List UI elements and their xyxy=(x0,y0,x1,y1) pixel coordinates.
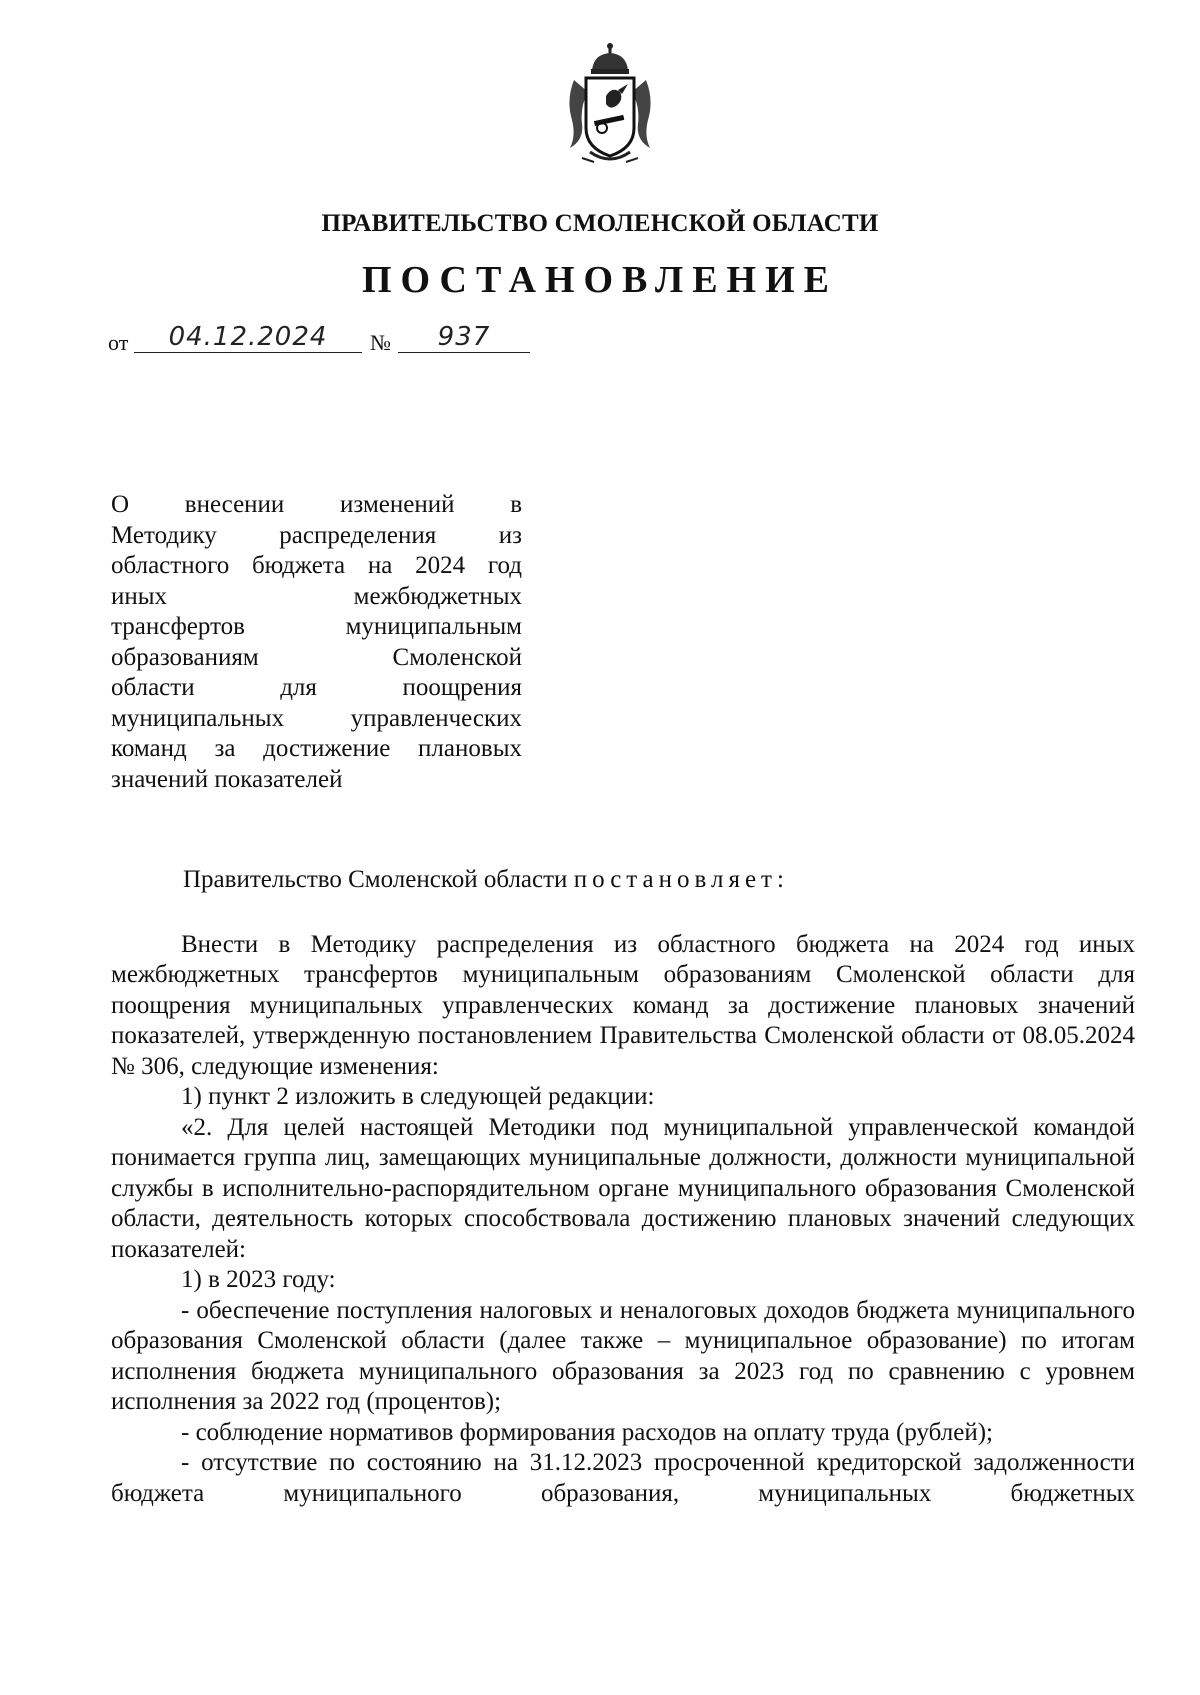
date-value-handwritten: 04.12.2024 xyxy=(134,322,362,353)
body-paragraph: 1) пункт 2 изложить в следующей редакции: xyxy=(181,1083,655,1110)
title-line: областного бюджета на 2024 год xyxy=(111,552,522,579)
body-paragraph: 1) в 2023 году: xyxy=(181,1266,336,1293)
document-date-number-line xyxy=(108,322,528,362)
body-paragraph: Внести в Методику распределения из областного бюджета на 2024 год иных межбюджетных трансфертов муниципальным образованиям Смоленской области для поощрения муниципальных управленческих команд за достижение плановых значений показателей, утвержденную постановлением Правительства Смоленской области от 08.05.2024 № 306, следующие изменения: xyxy=(111,930,1135,1080)
document-body xyxy=(111,865,1135,1509)
organization-name: ПРАВИТЕЛЬСТВО СМОЛЕНСКОЙ ОБЛАСТИ xyxy=(321,210,879,237)
title-line: Методику распределения из xyxy=(111,521,522,549)
preamble-spaced-verb: постановляет: xyxy=(573,866,789,893)
date-label: от xyxy=(108,330,129,355)
title-line: иных межбюджетных xyxy=(111,582,522,610)
coat-of-arms-icon xyxy=(562,40,658,170)
body-paragraph: «2. Для целей настоящей Методики под муниципальной управленческой командой понимается группа лиц, замещающих муниципальные должности, должности муниципальной службы в исполнительно-распорядительном органе муниципального образования Смоленской области, деятельность которых способствовала достижению плановых значений следующих показателей: xyxy=(111,1113,1135,1263)
title-line: команд за достижение плановых xyxy=(111,735,522,762)
body-paragraph: - соблюдение нормативов формирования расходов на оплату труда (рублей); xyxy=(181,1418,993,1446)
preamble xyxy=(111,865,1135,896)
body-paragraph: - обеспечение поступления налоговых и неналоговых доходов бюджета муниципального образования Смоленской области (далее также – муниципальное образование) по итогам исполнения бюджета муниципального образования за 2023 год по сравнению с уровнем исполнения за 2022 год (процентов); xyxy=(111,1296,1135,1415)
title-line: значений показателей xyxy=(111,765,343,793)
preamble-text: Правительство Смоленской области xyxy=(183,866,574,893)
title-line: трансфертов муниципальным xyxy=(111,613,522,640)
body-paragraph: - отсутствие по состоянию на 31.12.2023 просроченной кредиторской задолженности бюджета муниципального образования, муниципальных бюджетных xyxy=(111,1449,1135,1507)
number-value-handwritten: 937 xyxy=(398,322,530,353)
title-line: О внесении изменений в xyxy=(111,491,522,518)
number-label: № xyxy=(370,330,391,355)
title-line: муниципальных управленческих xyxy=(111,704,522,732)
title-line: области для поощрения xyxy=(111,674,522,701)
resolution-title xyxy=(111,490,522,795)
document-type-title: ПОСТАНОВЛЕНИЕ xyxy=(361,259,839,301)
title-line: образованиям Смоленской xyxy=(111,643,522,671)
